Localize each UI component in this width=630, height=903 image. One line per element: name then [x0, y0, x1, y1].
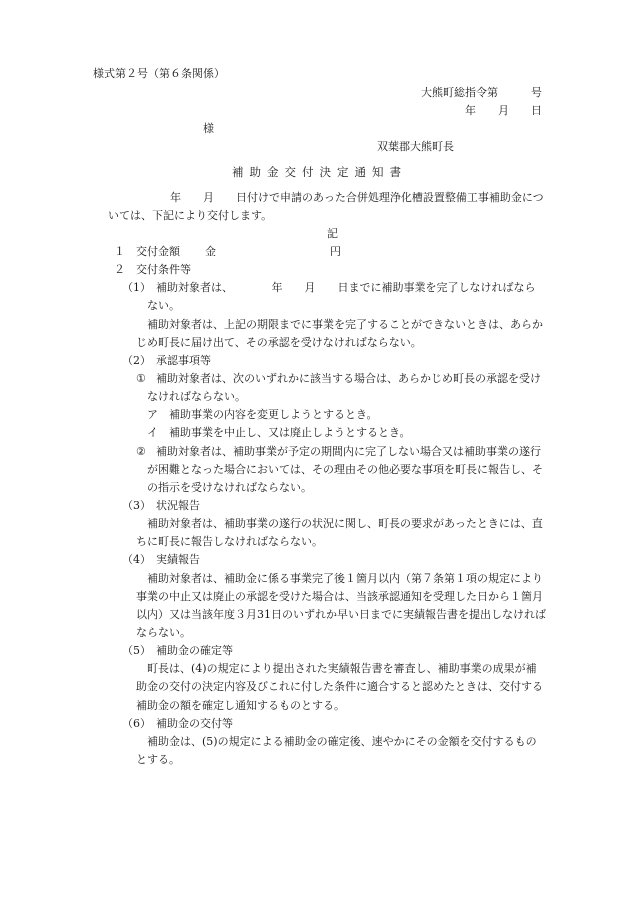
- issuer-name: 双葉郡大熊町長: [377, 140, 454, 153]
- section-6-head: （6）: [122, 717, 151, 730]
- section-5-head: （5）: [122, 644, 151, 657]
- item-2-number: ２: [114, 263, 125, 276]
- item-1-kin: 金: [205, 245, 216, 258]
- section-1-line-4: じめ町長に届け出て、その承認を受けなければならない。: [136, 336, 422, 349]
- section-5-line-1: 町長は、(4)の規定により提出された実績報告書を審査し、補助事業の成果が補: [147, 662, 537, 675]
- addressee-suffix: 様: [203, 122, 214, 135]
- section-2-item-i: イ 補助事業を中止し、又は廃止しようとするとき。: [147, 426, 411, 439]
- section-4-head: （4）: [122, 553, 151, 566]
- section-2-c2-line-1: 補助対象者は、補助事業が予定の期間内に完了しない場合又は補助事業の遂行: [156, 445, 541, 458]
- item-2-label: 交付条件等: [136, 263, 191, 276]
- section-6-line-2: とする。: [136, 753, 180, 766]
- section-6-line-1: 補助金は、(5)の規定による補助金の確定後、速やかにその金額を交付するもの: [147, 735, 537, 748]
- section-2-c1-line-2: なければならない。: [147, 390, 246, 403]
- section-2-c1-line-1: 補助対象者は、次のいずれかに該当する場合は、あらかじめ町長の承認を受け: [156, 372, 541, 385]
- section-1-head: （1）: [122, 281, 151, 294]
- document-number: 大熊町総指令第 号: [421, 86, 542, 99]
- section-3-title: 状況報告: [156, 499, 200, 512]
- issue-date: 年 月 日: [465, 104, 542, 117]
- section-5-line-3: 補助金の額を確定し通知するものとする。: [136, 699, 345, 712]
- section-3-line-2: ちに町長に報告しなければならない。: [136, 535, 323, 548]
- section-1-line-1: 補助対象者は、 年 月 日までに補助事業を完了しなければなら: [156, 281, 536, 294]
- section-2-c2-line-2: が困難となった場合においては、その理由その他必要な事項を町長に報告し、そ: [147, 463, 543, 476]
- intro-line-1: 年 月 日付けで申請のあった合併処理浄化槽設置整備工事補助金につ: [170, 191, 544, 204]
- section-2-item-a: ア 補助事業の内容を変更しようとするとき。: [147, 408, 378, 421]
- document-title: 補助金交付決定通知書: [232, 165, 407, 179]
- section-6-title: 補助金の交付等: [156, 717, 233, 730]
- section-4-line-2: 事業の中止又は廃止の承認を受けた場合は、当該承認通知を受理した日から１箇月: [136, 590, 543, 603]
- section-2-circle-1: ①: [136, 372, 146, 385]
- section-1-line-2: ない。: [147, 299, 180, 312]
- section-3-line-1: 補助対象者は、補助事業の遂行の状況に関し、町長の要求があったときには、直: [147, 517, 543, 530]
- item-1-label: 交付金額: [136, 245, 180, 258]
- section-2-circle-2: ②: [136, 445, 146, 458]
- section-4-line-1: 補助対象者は、補助金に係る事業完了後１箇月以内（第７条第１項の規定により: [147, 572, 543, 585]
- item-1-number: １: [114, 245, 125, 258]
- section-2-head: （2）: [122, 354, 151, 367]
- section-5-title: 補助金の確定等: [156, 644, 233, 657]
- item-1-yen: 円: [330, 245, 341, 258]
- section-1-line-3: 補助対象者は、上記の期限までに事業を完了することができないときは、あらか: [147, 318, 543, 331]
- section-4-line-4: ならない。: [136, 626, 191, 639]
- section-5-line-2: 助金の交付の決定内容及びこれに付した条件に適合すると認めたときは、交付する: [136, 680, 543, 693]
- section-4-line-3: 以内）又は当該年度３月31日のいずれか早い日までに実績報告書を提出しなければ: [136, 608, 546, 621]
- section-2-c2-line-3: の指示を受けなければならない。: [147, 481, 312, 494]
- section-4-title: 実績報告: [156, 553, 200, 566]
- section-3-head: （3）: [122, 499, 151, 512]
- ki-heading: 記: [327, 227, 338, 240]
- intro-line-2: いては、下記により交付します。: [108, 209, 273, 222]
- section-2-title: 承認事項等: [156, 354, 211, 367]
- form-label: 様式第２号（第６条関係）: [93, 67, 225, 80]
